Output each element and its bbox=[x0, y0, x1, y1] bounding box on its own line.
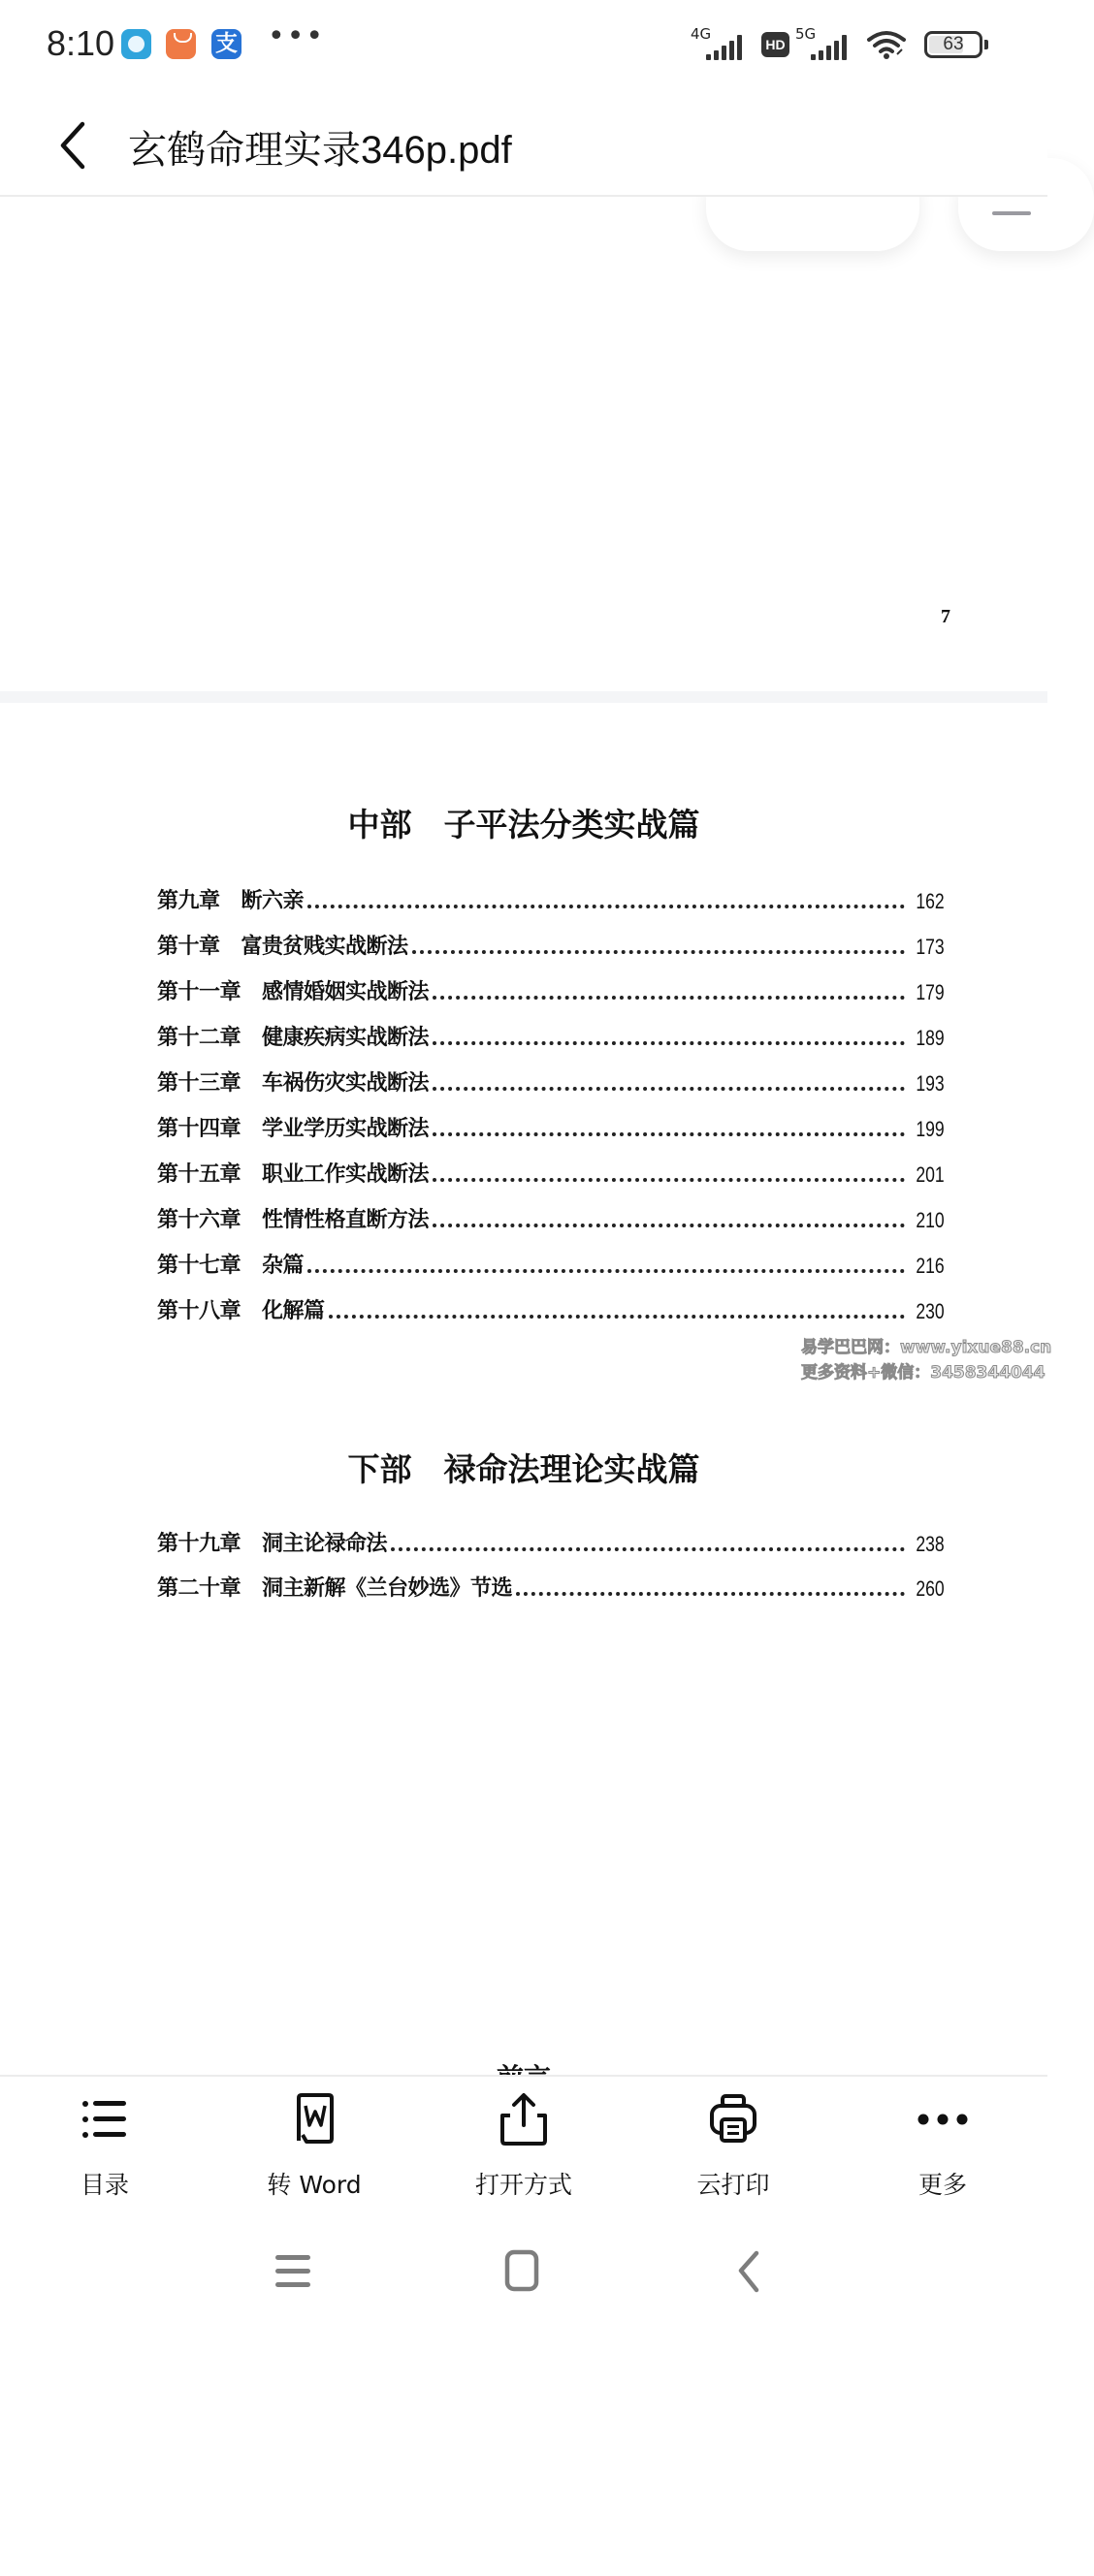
toc-leader-dots bbox=[433, 1224, 905, 1227]
toc-chapter-name: 感情婚姻实战断法 bbox=[262, 980, 430, 1004]
toc-page-number: 179 bbox=[916, 980, 945, 1004]
toc-leader-dots bbox=[391, 1547, 905, 1551]
toc-page-number: 199 bbox=[916, 1117, 945, 1141]
toc-entry[interactable] bbox=[157, 879, 945, 914]
toc-chapter-name: 性情性格直断方法 bbox=[262, 1208, 430, 1232]
toc-entry[interactable] bbox=[157, 1153, 945, 1188]
document-title: 玄鹤命理实录346p.pdf bbox=[128, 129, 512, 172]
toc-chapter-name: 杂篇 bbox=[262, 1254, 305, 1278]
toc-chapter-number: 第十八章 bbox=[157, 1299, 241, 1323]
more-label: 更多 bbox=[917, 2171, 967, 2199]
toc-leader-dots bbox=[433, 1041, 905, 1045]
toc-chapter-name: 学业学历实战断法 bbox=[262, 1117, 430, 1141]
toc-chapter-number: 第十五章 bbox=[157, 1162, 241, 1187]
signal-4g-label: 4G bbox=[691, 25, 712, 43]
toc-entry[interactable] bbox=[157, 970, 945, 1005]
toc-page-number: 193 bbox=[916, 1071, 945, 1096]
toc-entry[interactable] bbox=[157, 1062, 945, 1097]
signal-4g-icon bbox=[691, 27, 751, 60]
toc-leader-dots bbox=[307, 905, 905, 908]
toc-leader-dots bbox=[433, 1132, 905, 1136]
back-icon bbox=[727, 2249, 770, 2292]
toc-entry[interactable] bbox=[157, 1567, 945, 1602]
hd-badge: HD bbox=[761, 32, 789, 57]
toc-leader-dots bbox=[433, 996, 905, 1000]
status-bar bbox=[0, 0, 1047, 92]
section-title: 中部 子平法分类实战篇 bbox=[347, 809, 700, 843]
toc-page-number: 173 bbox=[916, 935, 945, 959]
toc-entry[interactable] bbox=[157, 1289, 945, 1324]
toc-leader-dots bbox=[307, 1269, 905, 1273]
word-convert-icon bbox=[287, 2092, 341, 2147]
toc-entry[interactable] bbox=[157, 1522, 945, 1557]
toc-chapter-number: 第十九章 bbox=[157, 1532, 241, 1556]
toc-entry[interactable] bbox=[157, 1198, 945, 1233]
chevron-left-icon bbox=[53, 116, 92, 175]
toc-entry[interactable] bbox=[157, 925, 945, 960]
toc-leader-dots bbox=[412, 950, 906, 954]
printer-icon bbox=[706, 2092, 760, 2147]
toc-chapter-number: 第二十章 bbox=[157, 1576, 241, 1601]
open-with-label: 打开方式 bbox=[474, 2171, 572, 2199]
watermark-line-1: 易学巴巴网：www.yixue88.cn bbox=[801, 1338, 1052, 1357]
menu-icon bbox=[272, 2249, 314, 2292]
toc-chapter-number: 第十七章 bbox=[157, 1254, 241, 1278]
toc-chapter-name: 富贵贫贱实战断法 bbox=[241, 935, 408, 959]
bottom-toolbar bbox=[0, 2075, 1047, 2220]
recent-apps-button[interactable] bbox=[272, 2249, 314, 2296]
app-blue-bubble-icon bbox=[121, 29, 151, 59]
signal-5g-icon bbox=[795, 27, 853, 60]
back-button[interactable] bbox=[53, 116, 92, 175]
more-button[interactable] bbox=[838, 2077, 1047, 2220]
cloud-print-button[interactable] bbox=[628, 2077, 838, 2220]
toc-page-number: 230 bbox=[916, 1299, 945, 1323]
toc-page-number: 189 bbox=[916, 1026, 945, 1050]
toc-chapter-number: 第九章 bbox=[157, 889, 220, 913]
toc-page-number: 216 bbox=[916, 1254, 945, 1278]
toc-chapter-name: 车祸伤灾实战断法 bbox=[262, 1071, 430, 1096]
toc-button-label: 目录 bbox=[80, 2171, 129, 2199]
title-bar bbox=[0, 92, 1047, 197]
signal-5g-label: 5G bbox=[795, 25, 817, 43]
system-navigation-bar bbox=[0, 2220, 1047, 2327]
toc-entry[interactable] bbox=[157, 1244, 945, 1279]
open-with-button[interactable] bbox=[419, 2077, 628, 2220]
alipay-icon: 支 bbox=[211, 29, 241, 59]
toc-button[interactable] bbox=[0, 2077, 209, 2220]
toc-chapter-number: 第十章 bbox=[157, 935, 220, 959]
toc-chapter-name: 洞主新解《兰台妙选》节选 bbox=[262, 1576, 513, 1601]
toc-page-number: 201 bbox=[916, 1162, 945, 1187]
toc-entry[interactable] bbox=[157, 1107, 945, 1142]
section-title: 下部 禄命法理论实战篇 bbox=[347, 1453, 700, 1488]
battery-indicator: 63 bbox=[924, 31, 982, 58]
home-icon bbox=[502, 2249, 545, 2292]
pdf-viewer[interactable] bbox=[0, 197, 1052, 2075]
toc-chapter-number: 第十四章 bbox=[157, 1117, 241, 1141]
toc-leader-dots bbox=[329, 1315, 906, 1319]
toc-chapter-name: 职业工作实战断法 bbox=[262, 1162, 430, 1187]
toc-page-number: 238 bbox=[916, 1532, 945, 1556]
home-button[interactable] bbox=[502, 2249, 545, 2296]
more-dots-icon bbox=[916, 2092, 970, 2147]
page-number: 7 bbox=[941, 606, 950, 627]
toc-leader-dots bbox=[516, 1592, 905, 1596]
toc-page-number: 260 bbox=[916, 1576, 945, 1601]
share-icon bbox=[497, 2092, 551, 2147]
system-back-button[interactable] bbox=[727, 2249, 770, 2296]
shopping-bag-icon bbox=[166, 29, 196, 59]
toc-chapter-number: 第十六章 bbox=[157, 1208, 241, 1232]
watermark-line-2: 更多资料+微信：3458344044 bbox=[801, 1363, 1046, 1383]
toc-chapter-name: 健康疾病实战断法 bbox=[262, 1026, 430, 1050]
toc-leader-dots bbox=[433, 1178, 905, 1182]
toc-page-number: 162 bbox=[916, 889, 945, 913]
toc-chapter-number: 第十二章 bbox=[157, 1026, 241, 1050]
toc-leader-dots bbox=[433, 1087, 905, 1091]
toc-entry[interactable] bbox=[157, 1016, 945, 1051]
convert-word-button[interactable] bbox=[209, 2077, 419, 2220]
cloud-print-label: 云打印 bbox=[696, 2171, 770, 2199]
list-icon bbox=[78, 2092, 132, 2147]
toc-chapter-name: 洞主论禄命法 bbox=[262, 1532, 388, 1556]
convert-word-label: 转 Word bbox=[267, 2171, 362, 2199]
wifi-icon bbox=[866, 29, 907, 60]
more-notifications-icon: ••• bbox=[268, 19, 326, 53]
toc-page-number: 210 bbox=[916, 1208, 945, 1232]
toc-chapter-name: 断六亲 bbox=[241, 889, 305, 913]
pdf-page bbox=[0, 703, 1052, 2177]
toc-chapter-name: 化解篇 bbox=[262, 1299, 325, 1323]
status-time: 8:10 bbox=[47, 23, 115, 63]
toc-chapter-number: 第十三章 bbox=[157, 1071, 241, 1096]
toc-chapter-number: 第十一章 bbox=[157, 980, 241, 1004]
